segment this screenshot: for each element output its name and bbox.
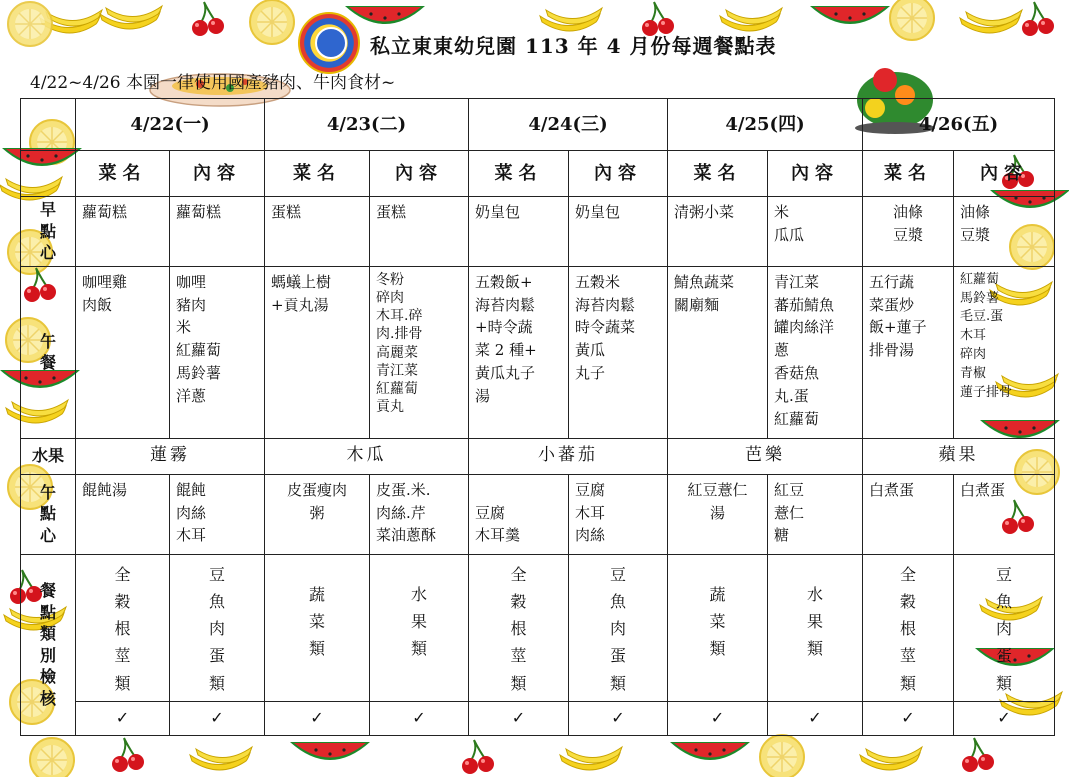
check-mark: ✓ [954, 701, 1055, 735]
breakfast-row [21, 197, 1055, 267]
check-mark: ✓ [370, 701, 469, 735]
food-group-vegetable: 蔬 菜 類 [265, 554, 370, 701]
food-group-protein: 豆 魚 肉 蛋 類 [954, 554, 1055, 701]
lunch-content: 青江菜 蕃茄鯖魚 罐肉絲洋 蔥 香菇魚 丸.蛋 紅蘿蔔 [768, 266, 863, 438]
date-header: 4/26(五) [863, 99, 1055, 151]
lunch-content: 五穀米 海苔肉鬆 時令蔬菜 黃瓜 丸子 [569, 266, 668, 438]
snack-dish: 紅豆薏仁 湯 [668, 474, 768, 554]
fruit-item: 蘋果 [863, 438, 1055, 474]
snack-content: 白煮蛋 [954, 474, 1055, 554]
column-header-row [21, 151, 1055, 197]
dish-name-header: 菜名 [863, 151, 954, 197]
lunch-row [21, 266, 1055, 438]
snack-dish: 餛飩湯 [76, 474, 170, 554]
lunch-dish: 五行蔬 菜蛋炒 飯+蓮子 排骨湯 [863, 266, 954, 438]
lunch-content: 冬粉 碎肉 木耳.碎 肉.排骨 高麗菜 青江菜 紅蘿蔔 貢丸 [370, 266, 469, 438]
fruit-item: 芭樂 [668, 438, 863, 474]
breakfast-content: 蘿蔔糕 [170, 197, 265, 267]
fruit-item: 小蕃茄 [469, 438, 668, 474]
check-mark: ✓ [768, 701, 863, 735]
lunch-dish: 咖哩雞 肉飯 [76, 266, 170, 438]
dish-name-header: 菜名 [668, 151, 768, 197]
notice-subtitle: 4/22~4/26 本園一律使用國產豬肉、牛肉食材~ [30, 73, 396, 93]
content-header: 內容 [370, 151, 469, 197]
date-header: 4/23(二) [265, 99, 469, 151]
fruit-item: 蓮霧 [76, 438, 265, 474]
breakfast-dish: 蘿蔔糕 [76, 197, 170, 267]
snack-label: 午 點 心 [21, 474, 76, 554]
food-group-fruit: 水 果 類 [768, 554, 863, 701]
content-header: 內容 [768, 151, 863, 197]
food-group-grain: 全 穀 根 莖 類 [863, 554, 954, 701]
fruit-label: 水果 [21, 438, 76, 474]
snack-content: 皮蛋.米. 肉絲.芹 菜油蔥酥 [370, 474, 469, 554]
content-header: 內容 [954, 151, 1055, 197]
check-mark: ✓ [569, 701, 668, 735]
check-mark: ✓ [469, 701, 569, 735]
lunch-dish: 螞蟻上樹 +貢丸湯 [265, 266, 370, 438]
check-mark: ✓ [265, 701, 370, 735]
food-group-vegetable: 蔬 菜 類 [668, 554, 768, 701]
lunch-dish: 鯖魚蔬菜 關廟麵 [668, 266, 768, 438]
snack-dish: 豆腐 木耳羹 [469, 474, 569, 554]
breakfast-dish: 奶皇包 [469, 197, 569, 267]
food-group-fruit: 水 果 類 [370, 554, 469, 701]
lunch-content: 咖哩 豬肉 米 紅蘿蔔 馬鈴薯 洋蔥 [170, 266, 265, 438]
snack-row [21, 474, 1055, 554]
fruit-row [21, 438, 1055, 474]
school-logo [298, 12, 360, 74]
dish-name-header: 菜名 [76, 151, 170, 197]
check-mark: ✓ [170, 701, 265, 735]
food-group-row [21, 554, 1055, 701]
check-mark-row [21, 701, 1055, 735]
snack-dish: 白煮蛋 [863, 474, 954, 554]
breakfast-content: 蛋糕 [370, 197, 469, 267]
content-header: 內容 [170, 151, 265, 197]
lunch-content: 紅蘿蔔 馬鈴薯 毛豆.蛋 木耳 碎肉 青椒 蓮子排骨 [954, 266, 1055, 438]
food-group-protein: 豆 魚 肉 蛋 類 [569, 554, 668, 701]
lunch-dish: 五穀飯+ 海苔肉鬆 +時令蔬 菜 2 種+ 黃瓜丸子 湯 [469, 266, 569, 438]
date-header: 4/25(四) [668, 99, 863, 151]
food-group-grain: 全 穀 根 莖 類 [76, 554, 170, 701]
lunch-label: 午 餐 [21, 266, 76, 438]
check-label: 餐 點 類 別 檢 核 [21, 554, 76, 735]
breakfast-dish: 蛋糕 [265, 197, 370, 267]
breakfast-dish: 清粥小菜 [668, 197, 768, 267]
check-mark: ✓ [863, 701, 954, 735]
breakfast-content: 米 瓜瓜 [768, 197, 863, 267]
breakfast-dish: 油條 豆漿 [863, 197, 954, 267]
dish-name-header: 菜名 [265, 151, 370, 197]
corner-cell [21, 151, 76, 197]
check-mark: ✓ [76, 701, 170, 735]
weekly-menu-table [20, 98, 1055, 736]
fruit-item: 木瓜 [265, 438, 469, 474]
snack-dish: 皮蛋瘦肉 粥 [265, 474, 370, 554]
corner-cell [21, 99, 76, 151]
date-header: 4/24(三) [469, 99, 668, 151]
snack-content: 紅豆 薏仁 糖 [768, 474, 863, 554]
date-header: 4/22(一) [76, 99, 265, 151]
snack-content: 豆腐 木耳 肉絲 [569, 474, 668, 554]
breakfast-content: 奶皇包 [569, 197, 668, 267]
food-group-grain: 全 穀 根 莖 類 [469, 554, 569, 701]
food-group-protein: 豆 魚 肉 蛋 類 [170, 554, 265, 701]
content-header: 內容 [569, 151, 668, 197]
snack-content: 餛飩 肉絲 木耳 [170, 474, 265, 554]
dish-name-header: 菜名 [469, 151, 569, 197]
check-mark: ✓ [668, 701, 768, 735]
breakfast-content: 油條 豆漿 [954, 197, 1055, 267]
page-title: 私立東東幼兒園 113 年 4 月份每週餐點表 [370, 34, 777, 58]
date-header-row [21, 99, 1055, 151]
breakfast-label: 早 點 心 [21, 197, 76, 267]
